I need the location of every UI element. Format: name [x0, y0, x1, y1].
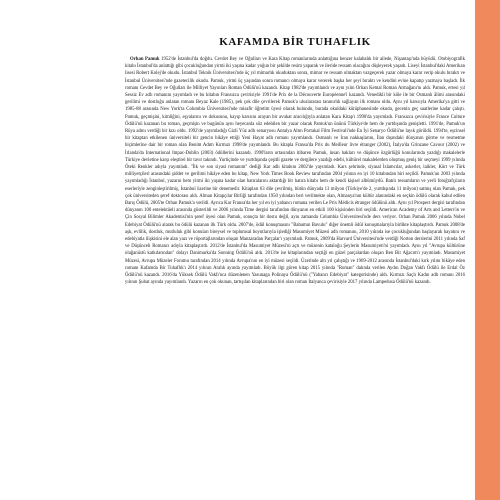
page-content — [125, 36, 465, 287]
author-name: Orhan Pamuk — [130, 57, 160, 62]
chapter-title: KAFAMDA BİR TUHAFLIK — [219, 36, 371, 48]
author-biography — [125, 56, 465, 287]
accent-bar — [475, 0, 500, 500]
biography-text: 1952'de İstanbul'da doğdu. Cevdet Bey ve Oğulları ve Kara Kitap romanlarında anlattığına benzer kalabalık bir ailede, Nişantaşı'nda büyüdü. Otobiyografik kitabı İstanbul'da anlattığı gibi çocukluğundan yirmi iki yaşına kadar yoğun bir şekilde resim yaparak ve ileride ressam olacağını düşleyerek yaşadı. Liseyi İstanbul'daki Amerikan lisesi Robert Kolej'de okudu. İstanbul Teknik Üniversitesi'nde üç yıl mimarlık okuduktan sonra, mimar ve ressam olmaktan vazgeçerek yazar olmaya karar verip okulu bıraktı ve İstanbul Üniversitesi'nde gazetecilik okudu. Pamuk, yirmi üç yaşından sonra romancı olmaya karar vererek başka her şeyi bıraktı ve kendini evine kapatıp yazmaya başladı. İlk romanı Cevdet Bey ve Oğulları ile Milliyet Yayınları Roman Ödülü'nü kazandı. Kitap 1982'de yayımlandı ve aynı yılın Orhan Kemal Roman Armağanı'nı aldı. Pamuk, ertesi yıl Sessiz Ev adlı romanını yayımladı ve bu kitabın Fransızca çevirisiyle 1991'de Prix de la Découverte Européenne'i kazandı. Venedikli bir köle ile bir Osmanlı âlimi arasındaki gerilimi ve dostluğu anlatan romanı Beyaz Kale (1985), pek çok dile çevrilerek Pamuk'a uluslararası tanınırlık sağlayan ilk romanı oldu. Aynı yıl karısıyla Amerika'ya gitti ve 1985-88 arasında New York'ta Columbia Üniversitesi'nde misafir öğretim üyesi olarak bulundu, burada okuldaki kütüphanesinde okudu, gecenin geç saatlerine kadar çalıştı. Pamuk, geçmişini, kimliğini, eşyalarını ve dokusunu, kayıp karısını arayan bir avukat aracılığıyla anlatan Kara Kitap'ı 1990'da yayımladı. Fransızca çevirisiyle France Culture Ödülü'nü kazanan bu roman, geçmişin ve bugünün aynı heyecanla söz edebilen bir yazar olarak Pamuk'un ününü Türkiye'de hem de yurtdışında genişletti. 1991'de, Pamuk'un Rüya adını verdiği bir kızı oldu. 1992'de yayımladığı Gizli Yüz adlı senaryosu Antalya Altın Portakal Film Festivali'nde En İyi Senaryo Ödülü'ne layık görüldü. 1994'te, eşcinsel bir kitaptan etkilenen üniversiteli bir gencin hikâye ettiği Yeni Hayat adlı romanı yayımlandı. Osmanlı ve İran nakkaşlarını, İlan dışındaki dünyanın görme ve resmetme biçimlerine dair bir roman olan Benim Adım Kırmızı 1998'de yayımlandı. Bu kitapla Fransa'da Prix du Meilleur livre étranger (2002), İtalya'da Grinzane Cavour (2002) ve İrlanda'da International Impac-Dublin (2003) ödüllerini kazandı. 1990'ların ortasından itibaren Pamuk, insan hakları ve düşünce özgürlüğü konularında yazdığı makalelerle Türkiye devletine karşı eleştirel bir tavır takındı. Yurtiçinde ve yurtdışında çeşitli gazete ve dergilere yazdığı edebi, kültürel makalelerden oluşmuş geniş bir seçmeyi 1999 yılında Öteki Renkler adıyla yayımladı. "İlk ve son siyasi romanım" dediği Kar adlı kitabını 2002'de yayımladı. Kars şehrinde, siyasal İslamcılar, askerler, laikler, Kürt ve Türk milliyetçileri arasındaki şiddet ve gerilimi hikâye eden bu kitap, New York Times Book Review tarafından 2004 yılının en iyi 10 kitabından biri seçildi. Pamuk'un 2003 yılında yayımladığı İstanbul, yazarın hem yirmi iki yaşına kadar olan hatıralarını aktardığı bir hatıra kitabı hem de kendi kişisel albümüydü. Batılı ressamların ve yerli fotoğrafçıların eserleriyle zenginleştirilmiş, İstanbul üzerine bir denemedir. Kitapları 63 dile çevrilmiş, bütün dünyada 13 milyon (Türkiye'de 2, yurtdışında 11 milyon) satmış olan Pamuk, pek çok üniversiteden şeref doktorası aldı. Alman Kitapçılar Birliği tarafından 1950 yılından beri verilmekte olan, Almanya'nın kültür alanındaki en seçkin ödülü olarak kabul edilen Barış Ödülü, 2005'te Orhan Pamuk'a verildi. Ayrıca Kar Fransa'da her yıl en iyi yabancı romana verilen Le Prix Médicis étranger ödülünü aldı. Aynı yıl Prospect dergisi tarafından dünyanın 100 entelektüeli arasında gösterildi ve 2006 yılında Time dergisi tarafından dünyanın en etkili 100 kişisinden biri seçildi. American Academy of Arts and Letters'in ve Çin Sosyal Bilimler Akademisi'nin şeref üyesi olan Pamuk, sonuçta bir dostu değil, aynı zamanda Columbia Üniversitesi'nde ders veriyor. Orhan Pamuk 2006 yılında Nobel Edebiyat Ödülü'nü alarak bu ödülü kazanan ilk Türk oldu. 2007'de, ödül konuşmasını "Babamın Bavulu" diğer önemli ödül konuşmalarıyla birlikte kitaplaştırdı. Pamuk 2008'de aşk, evlilik, dostluk, mutluluk gibi konuları bireysel ve toplumsal boyutlarıyla işlediği Masumiyet Müzesi adlı romanını, 2010 yılında ise çocukluğundan başlayarak hayatını ve edebiyatla ilişkisini ele alan yazı ve röportajlarından oluşan Manzaradan Parçalar'ı yayımladı. Pamuk, 2009'da Harvard Üniversitesi'nde verdiği Norton derslerini 2011 yılında Saf ve Düşünceli Romancı adıyla kitaplaştırdı. 2012'de İstanbul'da Masumiyet Müzesi'ni açtı ve müzenin kataloğu Şeylerin Masumiyeti'ni yayımladı. Aynı yıl "Avrupa kültürüne olağanüstü katkılarından" dolayı Danimarka'da Sonning Ödülü'nü aldı. 2013'te ise kitaplarından seçtiği en güzel parçalardan oluşan Ben Bir Ağacım'ı yayımladı. Masumiyet Müzesi, Avrupa Müzeler Forumu tarafından 2014 yılında Avrupa'nın en iyi müzesi seçildi. Üzerinde altı yıl çalıştığı ve 1969-2012 arasında İstanbul'daki kırk yılını hikâye eden romanı Kafamda Bir Tuhaflık'ı 2014 yılının Aralık ayında yayımladı. Böyük ilgi gören kitap 2015 yılında "Roman" dalında verilen Aydın Doğan Vakfı Ödülü ile Erdal Öz Ödülü'nü kazandı. 2016'da Yüksek Ödülü Vakfı'nca düzenlenen Yasunaga Polinaya Ödülü'nü ("Yabancı Edebiyat" kategorisinde) aldı. Kırmızı Saçlı Kadın adlı romanı 2016 yılının Şubat ayında yayımlandı. Yazarın en çok okunan, tartışılan kitaplarından biri olan roman İtalyanca çevirisiyle 2017 yılında Lampedusa Ödülü'nü kazandı. — [125, 57, 465, 286]
